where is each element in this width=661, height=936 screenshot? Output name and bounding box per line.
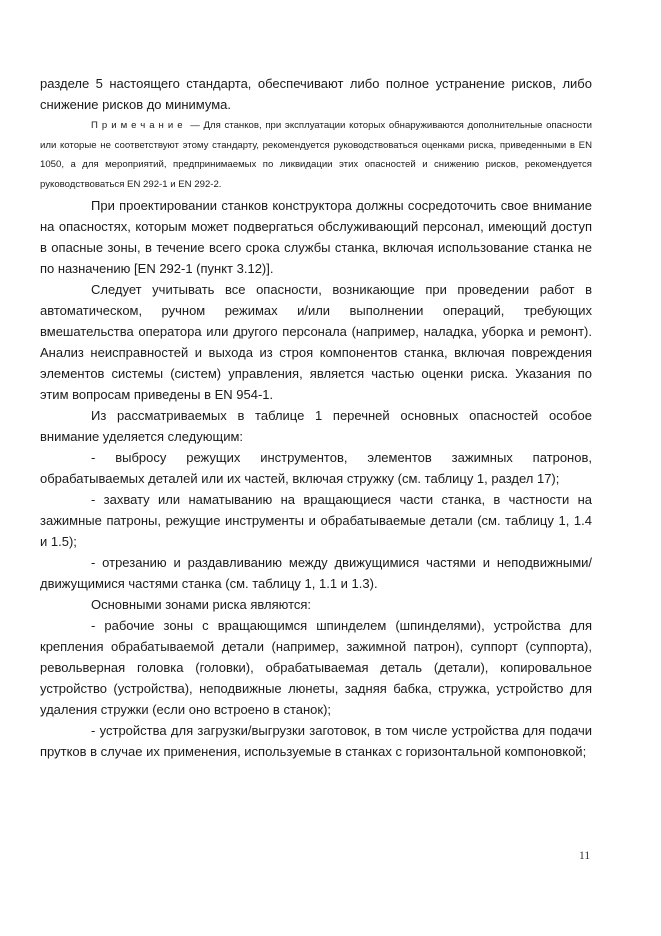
body-text [40,73,592,762]
list-item-loading-devices: - устройства для загрузки/выгрузки заготовок, в том числе устройства для подачи прутков в случае их применения, используемые в станках с горизонтальной компоновкой; [40,723,592,759]
note-label: Примечание [91,120,187,131]
note-paragraph [40,116,592,194]
list-item-crushing: - отрезанию и раздавливанию между движущимися частями и неподвижными/движущимися частями станка (см. таблицу 1, 1.1 и 1.3). [40,555,592,591]
paragraph-all-hazards: Следует учитывать все опасности, возникающие при проведении работ в автоматическом, ручном режимах и/или выполнении операций, требующих вмешательства оператора или другого персонала (например, наладка, уборка и ремонт). Анализ неисправностей и выхода из строя компонентов станка, включая повреждения элементов системы (систем) управления, является частью оценки риска. Указания по этим вопросам приведены в EN 954-1. [40,282,592,402]
paragraph-risk-zones: Основными зонами риска являются: [91,597,312,612]
paragraph-table-intro: Из рассматриваемых в таблице 1 перечней основных опасностей особое внимание уделяется следующим: [40,408,592,444]
list-item-ejection: - выбросу режущих инструментов, элементов зажимных патронов, обрабатываемых деталей или их частей, включая стружку (см. таблицу 1, раздел 17); [40,450,592,486]
list-item-entanglement: - захвату или наматыванию на вращающиеся части станка, в частности на зажимные патроны, режущие инструменты и обрабатываемые детали (см. таблицу 1, 1.4 и 1.5); [40,492,592,549]
page-number: 11 [579,850,591,862]
paragraph-continuation: разделе 5 настоящего стандарта, обеспечивают либо полное устранение рисков, либо снижение рисков до минимума. [40,76,592,112]
note-text: — Для станков, при эксплуатации которых обнаруживаются дополнительные опасности или которые не соответствуют этому стандарту, рекомендуется руководствоваться оценками риска, приведенными в EN 1050, а для мероприятий, предпринимаемых по ликвидации этих опасностей и снижению рисков, рекомендуется руководствоваться EN 292-1 и EN 292-2. [40,120,592,190]
list-item-work-zones: - рабочие зоны с вращающимся шпинделем (шпинделями), устройства для крепления обрабатываемой детали (например, зажимной патрон), суппорт (суппорта), револьверная головка (головки), обрабатываемая деталь (детали), копировальное устройство (устройства), неподвижные люнеты, задняя бабка, стружка, устройство для удаления стружки (если оно встроено в станок); [40,618,592,717]
paragraph-design-hazards: При проектировании станков конструктора должны сосредоточить свое внимание на опасностях, которым может подвергаться обслуживающий персонал, имеющий доступ в опасные зоны, в течение всего срока службы станка, включая использование станка не по назначению [EN 292-1 (пункт 3.12)]. [40,198,592,276]
